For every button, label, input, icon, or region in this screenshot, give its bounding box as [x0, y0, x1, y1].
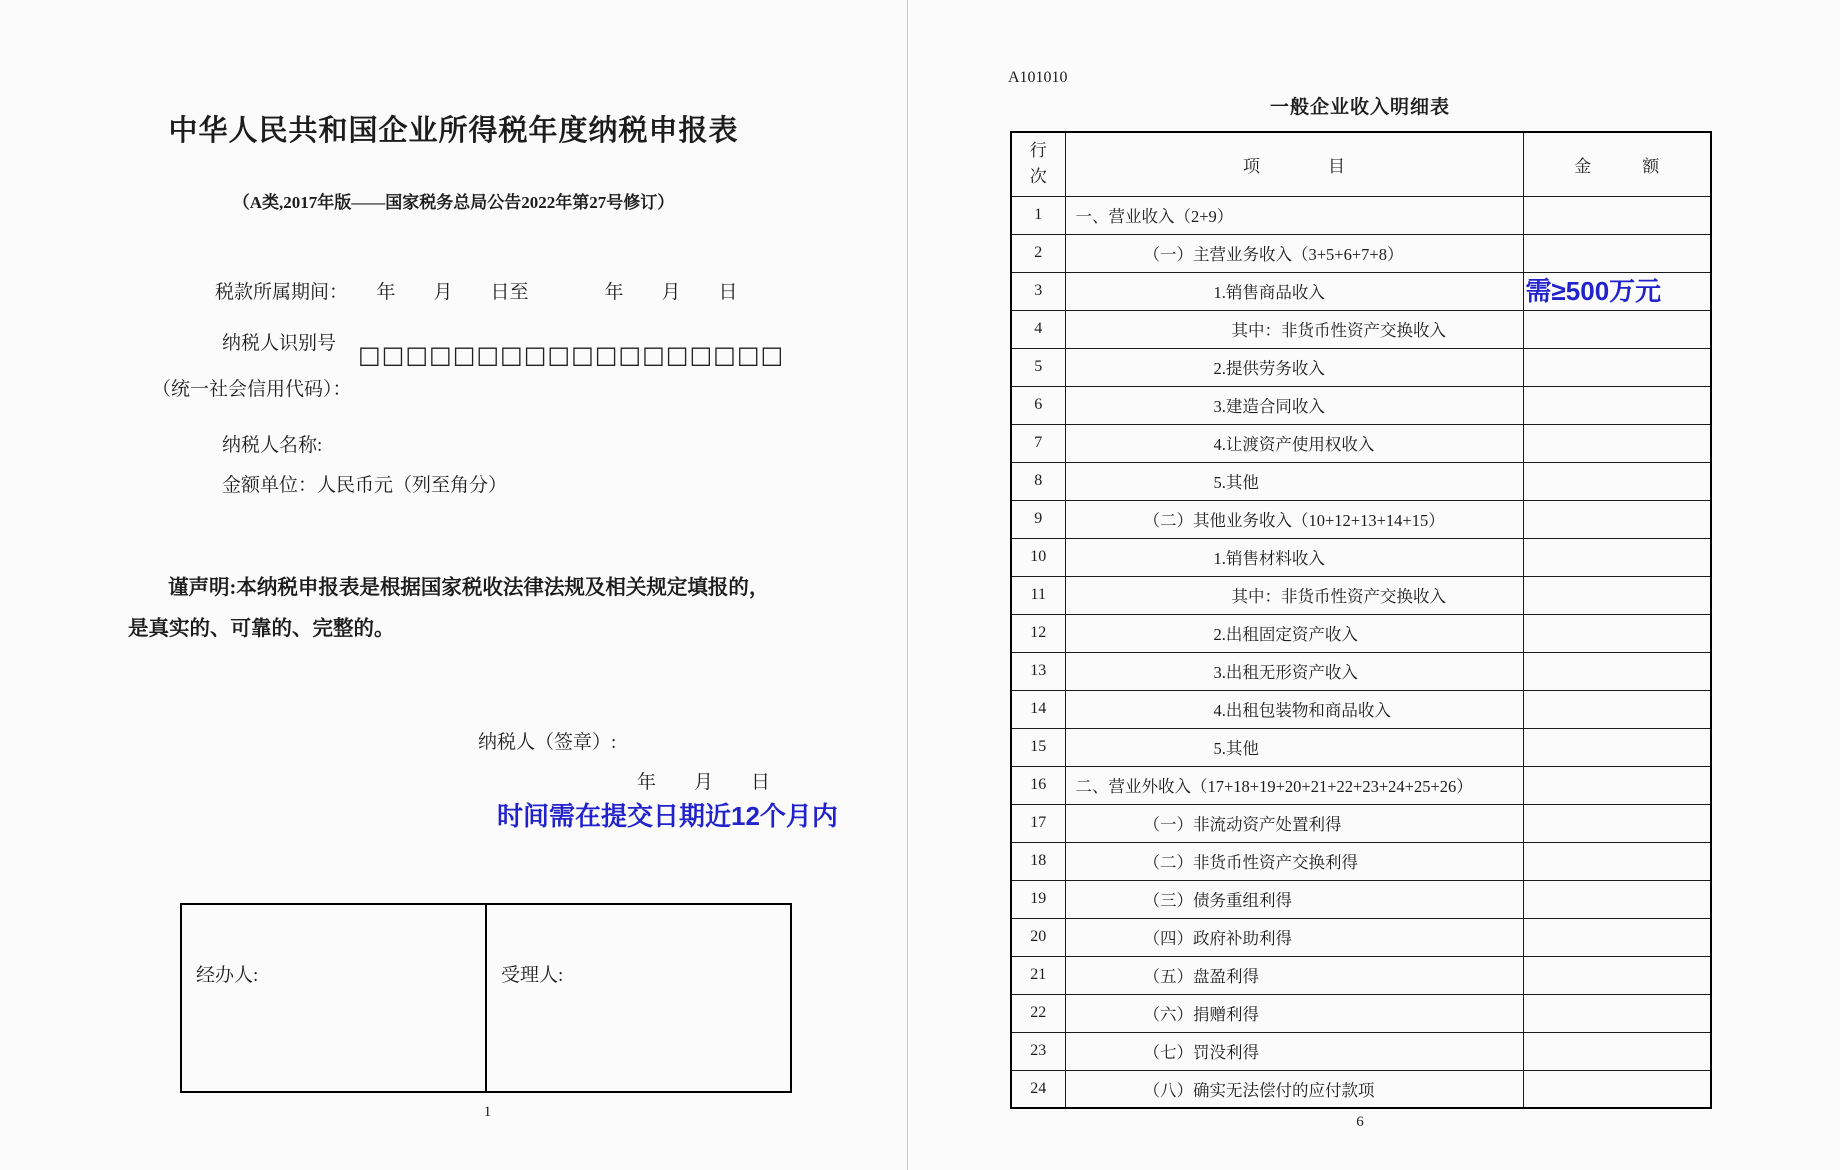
table-row: [1011, 994, 1711, 1032]
table-row: [1011, 272, 1711, 310]
row-number-cell: 1: [1011, 196, 1065, 234]
row-number-cell: 3: [1011, 272, 1065, 310]
form-code: A101010: [1008, 69, 1068, 86]
row-number-cell: 12: [1011, 614, 1065, 652]
table-row: [1011, 234, 1711, 272]
row-number-cell: 10: [1011, 538, 1065, 576]
table-row: [1011, 196, 1711, 234]
amount-cell: [1523, 424, 1711, 462]
item-cell: 其中：非货币性资产交换收入: [1065, 310, 1523, 348]
item-cell: 1.销售材料收入: [1065, 538, 1523, 576]
amount-cell: [1523, 652, 1711, 690]
item-cell: 3.建造合同收入: [1065, 386, 1523, 424]
amount-cell: [1523, 500, 1711, 538]
row-number-cell: 2: [1011, 234, 1065, 272]
row-number-cell: 11: [1011, 576, 1065, 614]
table-row: [1011, 538, 1711, 576]
table-row: [1011, 652, 1711, 690]
taxpayer-name-label: 纳税人名称:: [222, 435, 323, 456]
tax-period-fields: 年 月 日至 年 月 日: [338, 282, 738, 303]
row-number-cell: 23: [1011, 1032, 1065, 1070]
date-requirement-annotation: 时间需在提交日期近12个月内: [497, 801, 838, 831]
row-number-cell: 7: [1011, 424, 1065, 462]
header-item: 项 目: [1065, 132, 1523, 196]
income-table-title: 一般企业收入明细表: [1269, 97, 1450, 118]
table-row: [1011, 880, 1711, 918]
table-row: [1011, 386, 1711, 424]
item-cell: （六）捐赠利得: [1065, 994, 1523, 1032]
table-row: [1011, 576, 1711, 614]
amount-cell: [1523, 690, 1711, 728]
item-cell: （一）非流动资产处置利得: [1065, 804, 1523, 842]
table-row: [1011, 424, 1711, 462]
row-number-cell: 18: [1011, 842, 1065, 880]
item-cell: （二）其他业务收入（10+12+13+14+15）: [1065, 500, 1523, 538]
table-row: [1011, 310, 1711, 348]
item-cell: 5.其他: [1065, 462, 1523, 500]
table-row: [1011, 1070, 1711, 1108]
table-row: [1011, 1032, 1711, 1070]
amount-cell: [1523, 728, 1711, 766]
item-cell: 2.提供劳务收入: [1065, 348, 1523, 386]
item-cell: 2.出租固定资产收入: [1065, 614, 1523, 652]
item-cell: 1.销售商品收入: [1065, 272, 1523, 310]
table-row: [1011, 804, 1711, 842]
item-cell: （一）主营业务收入（3+5+6+7+8）: [1065, 234, 1523, 272]
table-row: [1011, 728, 1711, 766]
taxpayer-id-checkboxes: □□□□□□□□□□□□□□□□□□: [358, 341, 785, 369]
item-cell: 4.出租包装物和商品收入: [1065, 690, 1523, 728]
table-row: [1011, 462, 1711, 500]
item-cell: 5.其他: [1065, 728, 1523, 766]
item-cell: （二）非货币性资产交换利得: [1065, 842, 1523, 880]
header-amount: 金 额: [1523, 132, 1711, 196]
row-number-cell: 19: [1011, 880, 1065, 918]
left-page-number: 1: [483, 1104, 492, 1120]
signature-date-fields: 年 月 日: [637, 772, 771, 793]
agent-label: 经办人:: [196, 965, 259, 986]
amount-cell: [1523, 196, 1711, 234]
agent-cell: [182, 905, 487, 1091]
row-number-cell: 14: [1011, 690, 1065, 728]
amount-cell: [1523, 614, 1711, 652]
row-number-cell: 5: [1011, 348, 1065, 386]
amount-cell: [1523, 804, 1711, 842]
income-detail-table: [1010, 131, 1712, 1109]
amount-cell: [1523, 386, 1711, 424]
item-cell: 3.出租无形资产收入: [1065, 652, 1523, 690]
row-number-cell: 4: [1011, 310, 1065, 348]
row-number-cell: 20: [1011, 918, 1065, 956]
amount-cell: [1523, 956, 1711, 994]
amount-cell: [1523, 310, 1711, 348]
form-title: 中华人民共和国企业所得税年度纳税申报表: [168, 115, 739, 147]
signature-label: 纳税人（签章）:: [478, 732, 617, 753]
table-row: [1011, 842, 1711, 880]
handler-table: [180, 903, 792, 1093]
item-cell: （八）确实无法偿付的应付款项: [1065, 1070, 1523, 1108]
row-number-cell: 21: [1011, 956, 1065, 994]
row-number-cell: 6: [1011, 386, 1065, 424]
amount-cell: [1523, 462, 1711, 500]
amount-cell: [1523, 348, 1711, 386]
table-header-row: [1011, 132, 1711, 196]
amount-cell: [1523, 1070, 1711, 1108]
table-row: [1011, 348, 1711, 386]
taxpayer-id-sublabel: （统一社会信用代码）：: [152, 379, 352, 400]
item-cell: 4.让渡资产使用权收入: [1065, 424, 1523, 462]
row-number-cell: 17: [1011, 804, 1065, 842]
item-cell: 二、营业外收入（17+18+19+20+21+22+23+24+25+26）: [1065, 766, 1523, 804]
amount-cell: [1523, 918, 1711, 956]
declaration-line-1: 谨声明:本纳税申报表是根据国家税收法律法规及相关规定填报的，: [168, 577, 770, 599]
row-number-cell: 24: [1011, 1070, 1065, 1108]
item-cell: 一、营业收入（2+9）: [1065, 196, 1523, 234]
amount-cell: [1523, 994, 1711, 1032]
item-cell: （四）政府补助利得: [1065, 918, 1523, 956]
amount-cell: [1523, 538, 1711, 576]
table-row: [1011, 614, 1711, 652]
amount-cell: [1523, 1032, 1711, 1070]
right-page-number: 6: [1356, 1114, 1364, 1130]
taxpayer-id-label: 纳税人识别号: [222, 333, 337, 354]
amount-cell: [1523, 880, 1711, 918]
item-cell: （七）罚没利得: [1065, 1032, 1523, 1070]
income-table-body: [1011, 196, 1711, 1108]
item-cell: 其中：非货币性资产交换收入: [1065, 576, 1523, 614]
amount-cell: [1523, 766, 1711, 804]
table-row: [1011, 918, 1711, 956]
amount-unit-label: 金额单位：人民币元（列至角分）: [222, 475, 508, 496]
amount-cell: [1523, 842, 1711, 880]
acceptor-label: 受理人:: [501, 965, 564, 986]
table-row: [1011, 956, 1711, 994]
amount-requirement-annotation: 需≥500万元: [1525, 276, 1662, 306]
row-number-cell: 16: [1011, 766, 1065, 804]
row-number-cell: 9: [1011, 500, 1065, 538]
page-divider: [907, 0, 908, 1170]
row-number-cell: 22: [1011, 994, 1065, 1032]
amount-cell: [1523, 272, 1711, 310]
table-row: [1011, 690, 1711, 728]
tax-period-line: [215, 277, 738, 304]
tax-period-label: 税款所属期间：: [215, 282, 339, 303]
table-row: [1011, 500, 1711, 538]
amount-cell: [1523, 576, 1711, 614]
row-number-cell: 8: [1011, 462, 1065, 500]
table-row: [1011, 766, 1711, 804]
item-cell: （三）债务重组利得: [1065, 880, 1523, 918]
declaration-line-2: 是真实的、可靠的、完整的。: [128, 618, 395, 640]
item-cell: （五）盘盈利得: [1065, 956, 1523, 994]
header-row-no: 行次: [1011, 132, 1065, 196]
acceptor-cell: [487, 905, 790, 1091]
row-number-cell: 15: [1011, 728, 1065, 766]
row-number-cell: 13: [1011, 652, 1065, 690]
amount-cell: [1523, 234, 1711, 272]
form-subtitle: （A类,2017年版——国家税务总局公告2022年第27号修订）: [232, 193, 675, 212]
